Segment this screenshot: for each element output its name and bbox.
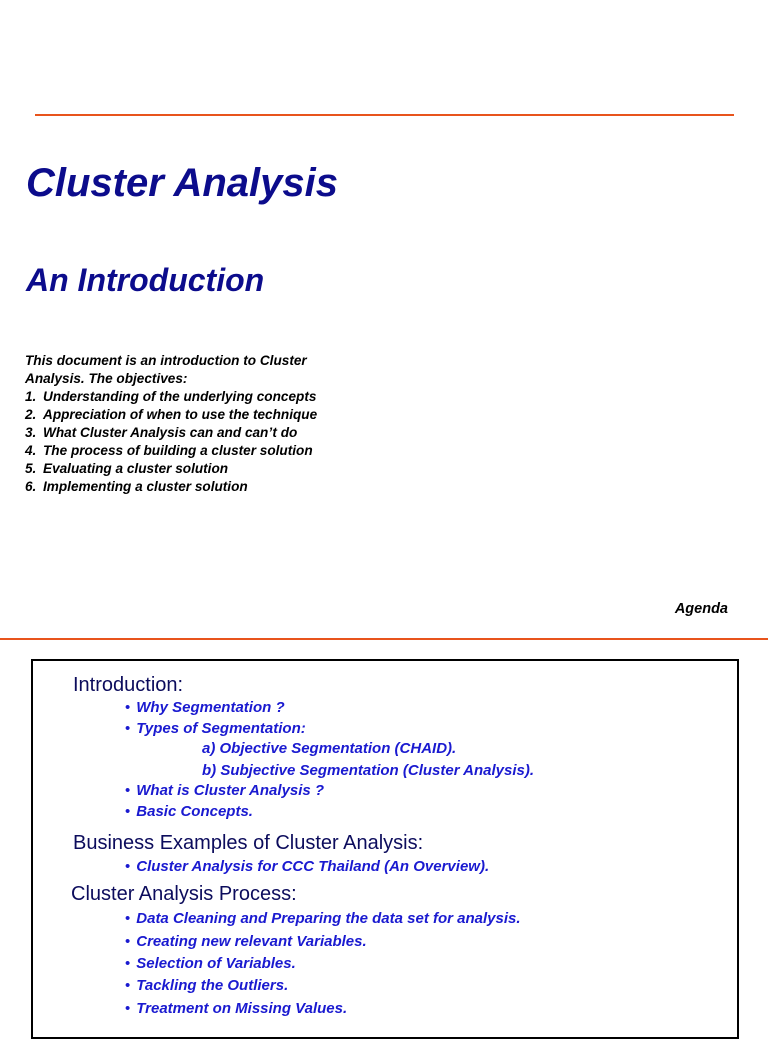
objective-number: 4. [25,443,37,458]
objective-text: Evaluating a cluster solution [43,461,229,476]
objective-item [25,478,385,496]
objective-text: Appreciation of when to use the technique [43,407,318,422]
objective-number: 5. [25,461,37,476]
page-divider-line [0,638,768,640]
agenda-box [31,659,739,1039]
agenda-bullet-item: • Basic Concepts. [125,803,253,820]
agenda-bullet-item: • Data Cleaning and Preparing the data set for analysis. [125,910,521,927]
agenda-bullet-item: • Tackling the Outliers. [125,977,289,994]
intro-line: Analysis. The objectives: [25,371,188,386]
bullet-icon: • [125,858,131,875]
objective-text: Implementing a cluster solution [43,479,248,494]
objective-text: Understanding of the underlying concepts [43,389,317,404]
agenda-sub-item: b) Subjective Segmentation (Cluster Analysis). [202,762,535,779]
bullet-icon: • [125,782,131,799]
bullet-icon: • [125,803,131,820]
bullet-icon: • [125,933,131,950]
bullet-icon: • [125,720,131,737]
objective-number: 6. [25,479,37,494]
bullet-icon: • [125,977,131,994]
objective-item [25,424,385,442]
agenda-bullet-item: • Types of Segmentation: [125,720,306,737]
agenda-sub-item: a) Objective Segmentation (CHAID). [202,740,457,757]
agenda-section-heading: Business Examples of Cluster Analysis: [73,832,424,854]
intro-paragraph [25,352,385,496]
document-title: Cluster Analysis [26,161,338,205]
agenda-bullet-item: • Selection of Variables. [125,955,296,972]
objective-number: 2. [25,407,37,422]
agenda-bullet-item: • What is Cluster Analysis ? [125,782,325,799]
agenda-section-heading: Introduction: [73,674,184,696]
agenda-label: Agenda [674,601,728,617]
document-subtitle: An Introduction [26,262,265,298]
bullet-icon: • [125,955,131,972]
agenda-bullet-item: • Treatment on Missing Values. [125,1000,348,1017]
agenda-bullet-item: • Cluster Analysis for CCC Thailand (An Overview). [125,858,490,875]
intro-line: This document is an introduction to Cluster [25,353,307,368]
objective-text: The process of building a cluster solution [43,443,313,458]
agenda-bullet-item: • Creating new relevant Variables. [125,933,367,950]
bullet-icon: • [125,910,131,927]
objective-number: 3. [25,425,37,440]
agenda-bullet-item: • Why Segmentation ? [125,699,285,716]
bullet-icon: • [125,699,131,716]
objective-text: What Cluster Analysis can and can’t do [43,425,298,440]
bullet-icon: • [125,1000,131,1017]
top-divider-line [35,114,734,116]
objective-item [25,406,385,424]
objective-item [25,460,385,478]
objective-item [25,388,385,406]
objective-item [25,442,385,460]
agenda-section-heading: Cluster Analysis Process: [71,883,297,905]
objective-number: 1. [25,389,37,404]
